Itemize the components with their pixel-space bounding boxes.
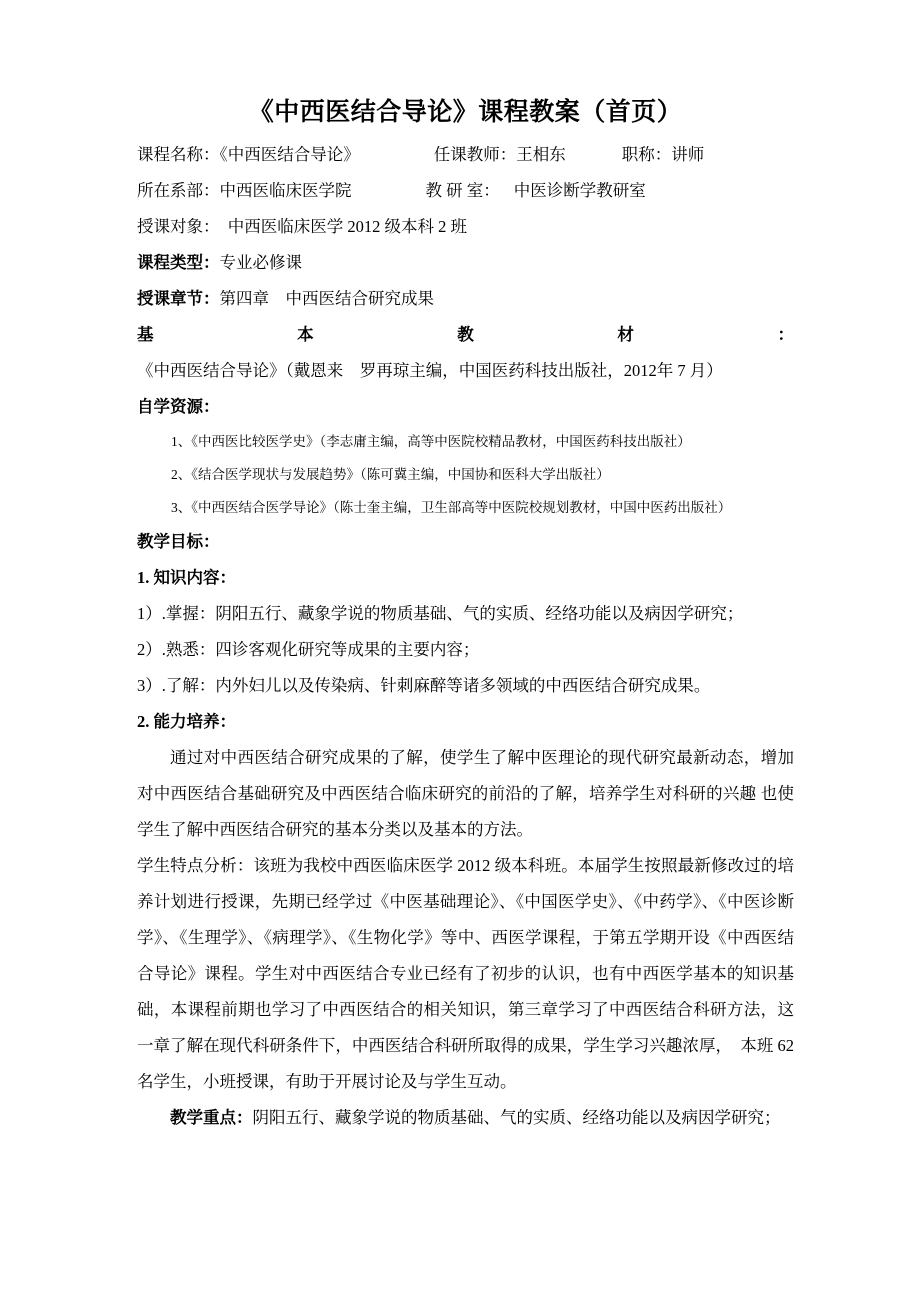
label-course-type: 课程类型： [137,253,220,272]
list-item: 3）.了解：内外妇儿以及传染病、针刺麻醉等诸多领域的中西医结合研究成果。 [137,676,711,695]
label-teaching-office: 教 研 室： [425,181,500,200]
header-row-department [137,173,794,209]
label-key-point: 教学重点： [170,1108,253,1127]
info-line-textbook [137,317,794,389]
list-item: 1、《中西医比较医学史》（李志庸主编，高等中医院校精品教材，中国医药科技出版社） [171,434,691,449]
info-line-audience [137,209,794,245]
text-key-point: 阴阳五行、藏象学说的物质基础、气的实质、经络功能以及病因学研究； [252,1108,781,1127]
list-item: 3、《中西医结合医学导论》（陈士奎主编，卫生部高等中医院校规划教材，中国中医药出版社） [171,500,732,515]
document-body [137,96,794,1136]
section-heading-teaching-goals: 教学目标： [137,532,220,551]
list-item: 2）.熟悉：四诊客观化研究等成果的主要内容； [137,640,480,659]
value-department: 中西医临床医学院 [219,181,352,200]
page-title: 《中西医结合导论》课程教案（首页） [248,99,683,126]
paragraph-key-point [137,1100,794,1136]
label-chapter: 授课章节： [137,289,220,308]
subsection-heading-knowledge: 1. 知识内容： [137,568,236,587]
paragraph-ability-training: 通过对中西医结合研究成果的了解，使学生了解中医理论的现代研究最新动态，增加对中西医结合基础研究及中西医结合临床研究的前沿的了解，培养学生对科研的兴趣 也使学生了解中西医结合研究的基本分类以及基本的方法。 [137,748,794,839]
section-heading-self-study: 自学资源： [137,397,220,416]
value-textbook: 《中西医结合导论》（戴恩来 罗再琼主编，中国医药科技出版社，2012年 7 月） [137,361,723,380]
subsection-heading-ability: 2. 能力培养： [137,712,236,731]
value-teacher: 王相东 [516,145,566,164]
label-teacher: 任课教师： [433,145,517,164]
value-audience: 中西医临床医学 2012 级本科 2 班 [211,217,467,236]
value-course-name: 《中西医结合导论》 [219,145,360,164]
header-row-course-teacher [137,137,794,173]
label-audience: 授课对象： [137,217,212,236]
list-item: 1）.掌握：阴阳五行、藏象学说的物质基础、气的实质、经络功能以及病因学研究； [137,604,744,623]
label-student-analysis: 学生特点分析： [137,856,254,875]
list-item: 2、《结合医学现状与发展趋势》（陈可冀主编，中国协和医科大学出版社） [171,467,610,482]
text-student-analysis: 该班为我校中西医临床医学 2012 级本科班。本届学生按照最新修改过的培养计划进行授课，先期已经学过《中医基础理论》、《中国医学史》、《中药学》、《中医诊断学》、《生理学》、《病理学》、《生物化学》等中、西医学课程，于第五学期开设《中西医结合导论》课程。学生对中西医结合专业已经有了初步的认识，也有中西医学基本的知识基础，本课程前期也学习了中西医结合的相关知识，第三章学习了中西医结合科研方法，这一章了解在现代科研条件下，中西医结合科研所取得的成果，学生学习兴趣浓厚， 本班 62 名学生，小班授课，有助于开展讨论及与学生互动。 [137,856,795,1091]
value-title-rank: 讲师 [671,145,705,164]
label-title-rank: 职称： [621,145,672,164]
info-line-chapter [137,281,794,317]
label-department: 所在系部： [137,181,220,200]
label-textbook: 基本教材： [137,325,794,344]
value-chapter: 第四章 中西医结合研究成果 [219,289,434,308]
paragraph-student-analysis [137,848,794,1100]
label-course-name: 课程名称： [137,145,220,164]
value-teaching-office: 中医诊断学教研室 [513,181,646,200]
info-line-course-type [137,245,794,281]
value-course-type: 专业必修课 [219,253,302,272]
